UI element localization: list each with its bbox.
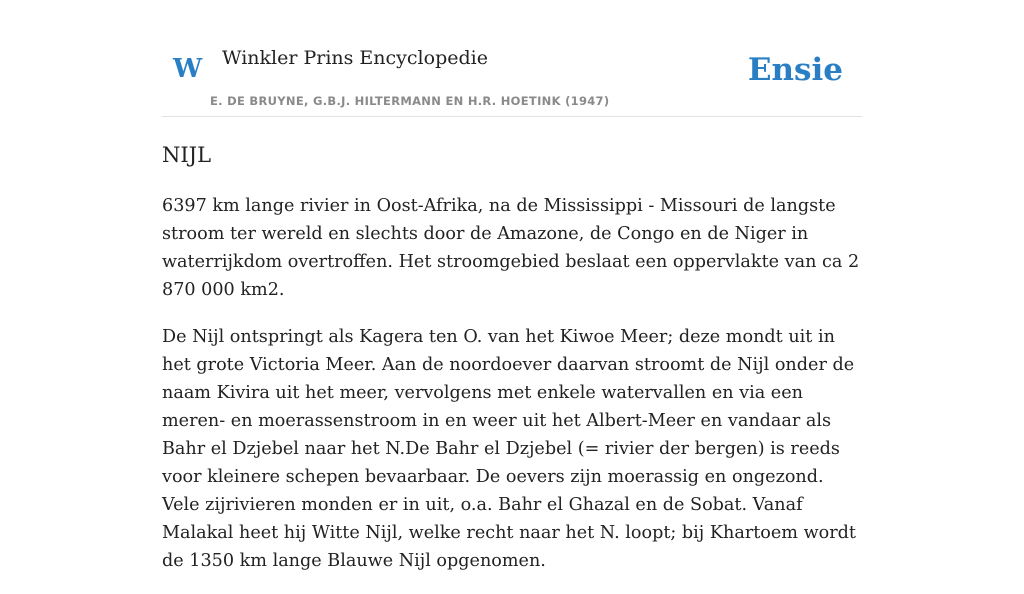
entry-body <box>162 192 862 594</box>
entry-paragraph: De Nijl ontspringt als Kagera ten O. van het Kiwoe Meer; deze mondt uit in het grote Victoria Meer. Aan de noordoever daarvan stroomt de Nijl onder de naam Kivira uit het meer, vervolgens met enkele watervallen en via een meren- en moerassenstroom in en weer uit het Albert-Meer en vandaar als Bahr el Dzjebel naar het N.De Bahr el Dzjebel (= rivier der bergen) is reeds voor kleinere schepen bevaarbaar. De oevers zijn moerassig en ongezond. Vele zijrivieren monden er in uit, o.a. Bahr el Ghazal en de Sobat. Vanaf Malakal heet hij Witte Nijl, welke recht naar het N. loopt; bij Khartoem wordt de 1350 km lange Blauwe Nijl opgenomen. <box>162 327 856 571</box>
book-title[interactable]: Winkler Prins Encyclopedie <box>222 47 488 69</box>
page <box>162 0 862 571</box>
entry-paragraph: 6397 km lange rivier in Oost-Afrika, na de Mississippi - Missouri de langste stroom ter wereld en slechts door de Amazone, de Congo en de Niger in waterrijkdom overtroffen. Het stroomgebied beslaat een oppervlakte van ca 2 870 000 km2. <box>162 196 860 300</box>
book-authors: E. DE BRUYNE, G.B.J. HILTERMANN EN H.R. HOETINK (1947) <box>210 94 610 108</box>
entry-title: NIJL <box>162 143 212 167</box>
book-logo-icon[interactable]: W <box>173 54 203 84</box>
ensie-brand-link[interactable]: Ensie <box>747 52 843 88</box>
header <box>162 0 862 117</box>
